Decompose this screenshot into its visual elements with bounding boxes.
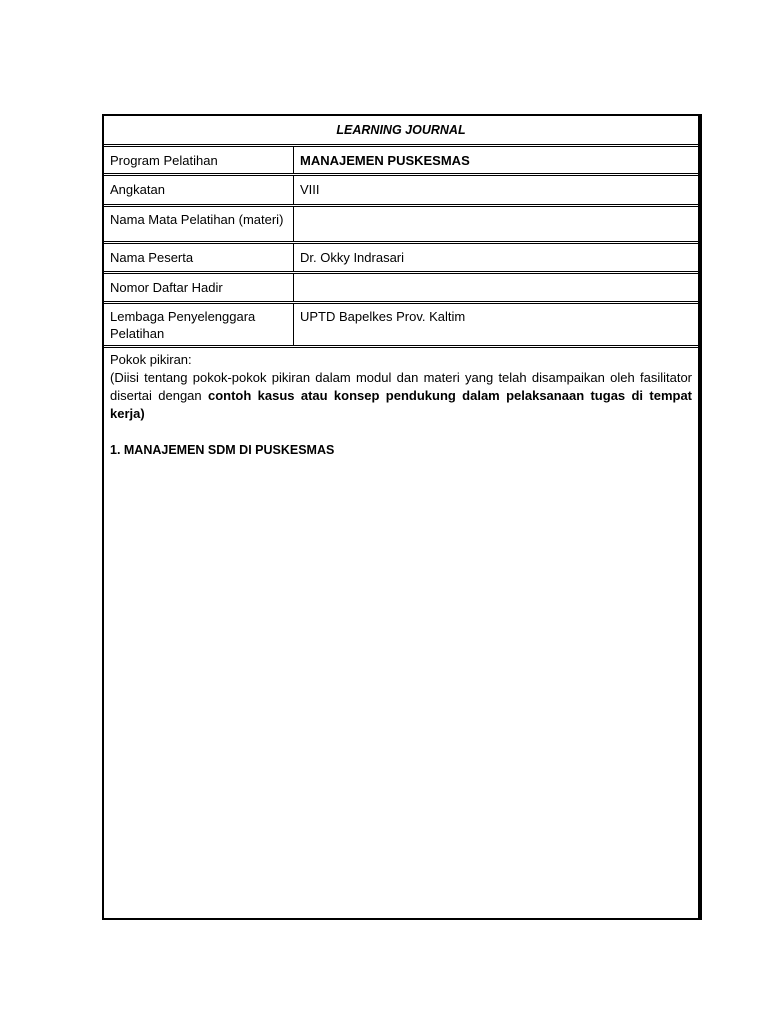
- section-heading-sdm: 1. MANAJEMEN SDM DI PUSKESMAS: [110, 443, 335, 457]
- value-nama-peserta: Dr. Okky Indrasari: [300, 250, 405, 265]
- value-nomor-daftar-hadir: [294, 274, 698, 301]
- row-mata-pelatihan: [104, 207, 698, 244]
- instruction-bold-text: contoh kasus atau konsep pendukung dalam pelaksanaan tugas di tempat kerja): [110, 388, 693, 421]
- value-angkatan: VIII: [300, 182, 320, 197]
- row-nomor-daftar-hadir: [104, 274, 698, 304]
- row-program-pelatihan: [104, 147, 698, 176]
- row-nama-peserta: [104, 244, 698, 274]
- value-mata-pelatihan: [294, 207, 698, 241]
- row-angkatan: [104, 176, 698, 207]
- label-nama-peserta: Nama Peserta: [104, 244, 294, 271]
- instruction-normal-text: (Diisi tentang pokok-pokok pikiran dalam modul dan materi yang telah disampaikan oleh fasilitator disertai dengan: [110, 370, 692, 403]
- row-lembaga-penyelenggara: [104, 304, 698, 348]
- pokok-pikiran-section: [104, 348, 698, 918]
- label-program-pelatihan: Program Pelatihan: [104, 147, 294, 173]
- label-nomor-daftar-hadir: Nomor Daftar Hadir: [104, 274, 294, 301]
- pokok-pikiran-instruction: [110, 369, 692, 423]
- label-angkatan: Angkatan: [104, 176, 294, 204]
- learning-journal-table: [102, 114, 700, 920]
- value-program-pelatihan: MANAJEMEN PUSKESMAS: [300, 153, 470, 168]
- pokok-pikiran-label: Pokok pikiran:: [110, 352, 192, 367]
- label-lembaga-penyelenggara: Lembaga Penyelenggara Pelatihan: [104, 304, 294, 345]
- journal-title: LEARNING JOURNAL: [104, 116, 698, 147]
- label-mata-pelatihan: Nama Mata Pelatihan (materi): [104, 207, 294, 241]
- value-lembaga-penyelenggara: UPTD Bapelkes Prov. Kaltim: [300, 309, 466, 324]
